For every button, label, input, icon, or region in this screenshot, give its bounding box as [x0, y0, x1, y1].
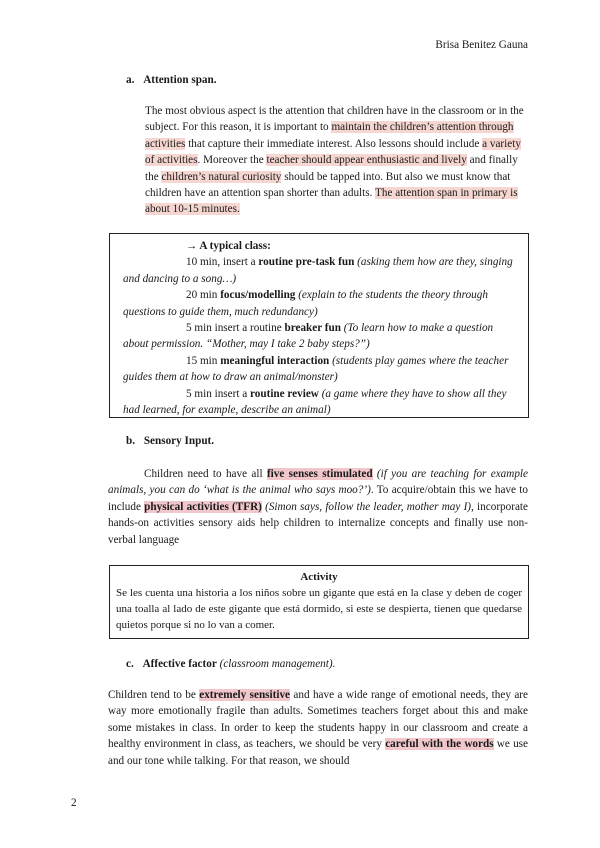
typical-class-title: → A typical class:	[186, 240, 271, 252]
highlight-careful-words: careful with the words	[385, 738, 494, 751]
section-b-paragraph: Children need to have all five senses stimulated (if you are teaching for example animals, you can do ‘what is the animal who says moo?’). To acquire/obtain this we have to include physical activities (TFR) (Simon says, follow the leader, mother may I), incorporate hands-on activities sensory aids help children to internalize concepts and finally use non-verbal language	[108, 468, 528, 546]
typical-class-item: 5 min insert a routine breaker fun (To learn how to make a question about permission. “Mother, may I take 2 baby steps?”)	[123, 322, 494, 351]
section-b-heading	[126, 433, 214, 449]
highlight-natural-curiosity: children’s natural curiosity	[161, 170, 282, 183]
highlight-five-senses: five senses stimulated	[266, 468, 373, 480]
author-name: Brisa Benitez Gauna	[435, 39, 528, 51]
highlight-physical-activities: physical activities (TFR)	[144, 500, 262, 513]
typical-class-box	[109, 233, 529, 418]
highlight-variety-activities: a variety of activities	[145, 137, 521, 167]
highlight-teacher-enthusiastic: teacher should appear enthusiastic and lively	[266, 154, 467, 167]
section-a-title: Attention span.	[143, 74, 217, 86]
typical-class-item: 10 min, insert a routine pre-task fun (asking them how are they, singing and dancing to a song…)	[123, 256, 513, 285]
author-header	[435, 37, 528, 53]
section-c-subtitle: (classroom management).	[216, 658, 336, 670]
section-a-text-2: that capture their immediate interest. Also lessons should include	[185, 137, 483, 150]
typical-class-item: 15 min meaningful interaction (students play games where the teacher guides them at how to draw an animal/monster)	[123, 354, 509, 384]
activity-title: Activity	[300, 571, 338, 583]
section-a-label: a.	[126, 74, 135, 86]
typical-class-item: 20 min focus/modelling (explain to the students the theory through questions to guide them, much redundancy)	[123, 289, 488, 318]
section-a-text-1: The most obvious aspect is the attention that children have in the classroom or in the subject. For this reason, it is important to	[145, 105, 524, 134]
section-c-label: c.	[126, 658, 134, 670]
section-a-text-5: should be tapped into. But also we must know that children have an attention span shorter than adults.	[145, 170, 511, 200]
highlight-extremely-sensitive: extremely sensitive	[199, 689, 291, 701]
activity-text: Se les cuenta una historia a los niños sobre un gigante que está en la clase y deben de coger una toalla al lado de este gigante que está dormido, si este se despierta, tienen que quedarse quietos porque si no lo van a comer.	[116, 587, 522, 631]
section-a-heading	[126, 72, 217, 88]
section-b-label: b.	[126, 435, 136, 447]
section-a-text-4: and finally the	[145, 154, 518, 183]
typical-class-item: 5 min insert a routine review (a game where they have to show all they had learned, for example, describe an animal)	[123, 387, 507, 417]
highlight-attention-span-minutes: The attention span in primary is about 10-15 minutes.	[145, 187, 518, 216]
section-c-paragraph: Children tend to be extremely sensitive and have a wide range of emotional needs, they are way more emotionally fragile than adults. Sometimes teachers forget about this and make some mistakes in class. In order to keep the students happy in our classroom and create a healthy environment in class, as teachers, we should be very careful with the words we use and our tone while talking. For that reason, we should	[108, 689, 528, 767]
activity-box	[109, 565, 529, 639]
section-a-text-3: . Moreover the	[197, 154, 267, 167]
page-number: 2	[71, 797, 77, 809]
highlight-maintain-attention: maintain the children’s attention through activities	[145, 121, 514, 150]
section-c-title: Affective factor	[142, 658, 217, 670]
section-a-paragraph	[145, 103, 531, 218]
section-b-title: Sensory Input.	[143, 435, 215, 447]
section-c-heading	[126, 656, 335, 672]
